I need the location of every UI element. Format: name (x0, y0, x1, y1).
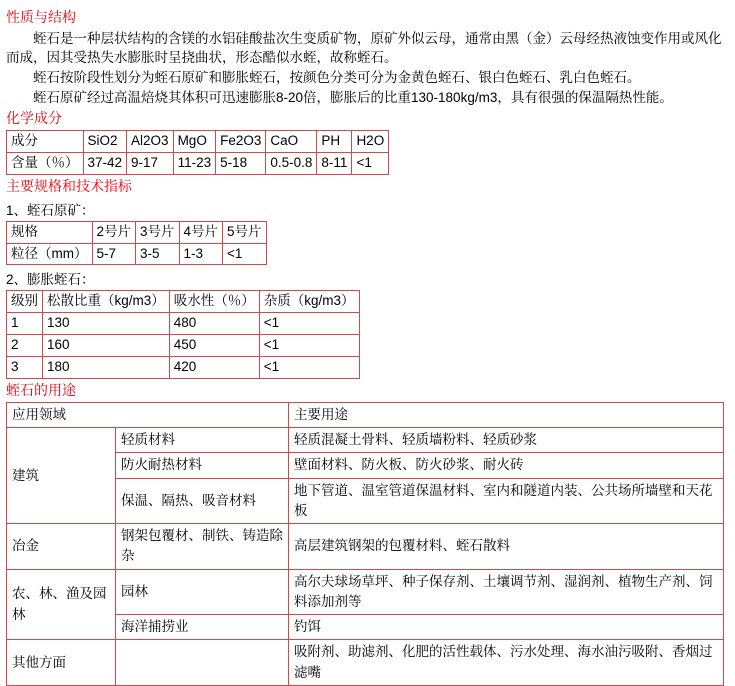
table-row (7, 313, 360, 335)
uses-area-metallurgy: 冶金 (7, 524, 116, 570)
exp-cell-1-2: 450 (169, 335, 259, 357)
table-row (7, 291, 360, 313)
chem-cell-0-1: 37-42 (83, 152, 127, 174)
chem-cell-0-4: 5-18 (216, 152, 266, 174)
uses-use-1-0: 高层建筑钢架的包覆材料、蛭石散料 (289, 524, 724, 570)
table-row (7, 357, 360, 379)
table-row (7, 569, 724, 615)
uses-use-0-0: 轻质混凝土骨料、轻质墙粉料、轻质砂浆 (289, 428, 724, 453)
uses-use-0-1: 壁面材料、防火板、防火砂浆、耐火砖 (289, 453, 724, 478)
uses-area-construction: 建筑 (7, 428, 116, 524)
exp-cell-0-3: <1 (259, 313, 359, 335)
table-row (7, 152, 389, 174)
exp-header-3: 杂质（kg/m3） (259, 291, 359, 313)
uses-use-2-0: 高尔夫球场草坪、种子保存剂、土壤调节剂、湿润剂、植物生产剂、饲料添加剂等 (289, 569, 724, 615)
table-row (7, 428, 724, 453)
ore-header-1: 2号片 (92, 221, 136, 243)
chem-cell-0-3: 11-23 (173, 152, 216, 174)
uses-area-agriculture: 农、林、渔及园林 (7, 569, 116, 640)
ore-cell-0-2: 3-5 (136, 243, 180, 265)
uses-use-2-1: 钓饵 (289, 615, 724, 640)
uses-sub-0-2: 保温、隔热、吸音材料 (116, 478, 289, 524)
chem-cell-0-6: 8-11 (317, 152, 352, 174)
uses-sub-3-0 (116, 640, 289, 686)
uses-sub-2-0: 园林 (116, 569, 289, 615)
ore-cell-0-3: 1-3 (179, 243, 223, 265)
uses-sub-2-1: 海洋捕捞业 (116, 615, 289, 640)
exp-cell-2-2: 420 (169, 357, 259, 379)
uses-header-use: 主要用途 (289, 402, 724, 427)
table-row (7, 335, 360, 357)
chem-header-1: SiO2 (83, 131, 127, 153)
exp-cell-2-3: <1 (259, 357, 359, 379)
exp-cell-0-1: 130 (43, 313, 170, 335)
section-title-chemical: 化学成分 (6, 110, 62, 127)
exp-cell-0-0: 1 (7, 313, 43, 335)
chem-header-2: Al2O3 (127, 131, 174, 153)
chem-header-5: CaO (266, 131, 317, 153)
exp-cell-0-2: 480 (169, 313, 259, 335)
table-row (7, 243, 267, 265)
chemical-composition-table (6, 130, 389, 175)
chem-cell-0-2: 9-17 (127, 152, 174, 174)
spec-label-ore: 1、蛭石原矿： (6, 202, 95, 218)
uses-sub-0-0: 轻质材料 (116, 428, 289, 453)
table-row (7, 131, 389, 153)
section-title-uses: 蛭石的用途 (6, 382, 76, 399)
chem-header-7: H2O (352, 131, 389, 153)
ore-header-3: 4号片 (179, 221, 223, 243)
table-row (7, 221, 267, 243)
exp-header-0: 级别 (7, 291, 43, 313)
ore-table-wrapper (6, 221, 727, 266)
paragraph-1: 蛭石是一种层状结构的含镁的水铝硅酸盐次生变质矿物，原矿外似云母，通常由黑（金）云母经热液蚀变作用或风化而成，因其受热失水膨胀时呈挠曲状，形态酷似水蛭，故称蛭石。 (6, 30, 722, 66)
properties-paragraphs (6, 29, 727, 107)
expanded-vermiculite-table (6, 290, 360, 379)
table-row (7, 640, 724, 686)
uses-use-0-2: 地下管道、温室管道保温材料、室内和隧道内装、公共场所墙壁和天花板 (289, 478, 724, 524)
exp-cell-1-0: 2 (7, 335, 43, 357)
exp-cell-2-1: 180 (43, 357, 170, 379)
chem-cell-0-0: 含量（％） (7, 152, 84, 174)
exp-cell-1-3: <1 (259, 335, 359, 357)
exp-cell-2-0: 3 (7, 357, 43, 379)
table-row (7, 524, 724, 570)
ore-cell-0-1: 5-7 (92, 243, 136, 265)
uses-sub-0-1: 防火耐热材料 (116, 453, 289, 478)
chem-header-3: MgO (173, 131, 216, 153)
uses-sub-1-0: 钢架包覆材、制铁、铸造除杂 (116, 524, 289, 570)
uses-use-3-0: 吸附剂、助滤剂、化肥的活性载体、污水处理、海水油污吸附、香烟过滤嘴 (289, 640, 724, 686)
uses-header-area: 应用领域 (7, 402, 289, 427)
chem-cell-0-7: <1 (352, 152, 389, 174)
exp-header-2: 吸水性（％） (169, 291, 259, 313)
chem-header-0: 成分 (7, 131, 84, 153)
ore-header-2: 3号片 (136, 221, 180, 243)
paragraph-2: 蛭石按阶段性划分为蛭石原矿和膨胀蛭石，按颜色分类可分为金黄色蛭石、银白色蛭石、乳白色蛭石。 (33, 70, 641, 86)
expanded-table-wrapper (6, 290, 727, 379)
uses-table (6, 402, 724, 686)
exp-header-1: 松散比重（kg/m3） (43, 291, 170, 313)
paragraph-3: 蛭石原矿经过高温焙烧其体积可迅速膨胀8-20倍，膨胀后的比重130-180kg/m3，具有很强的保温隔热性能。 (33, 89, 673, 105)
section-title-specifications: 主要规格和技术指标 (6, 177, 132, 194)
chemical-table-wrapper (6, 130, 727, 175)
spec-label-expanded: 2、膨胀蛭石： (6, 272, 95, 288)
ore-cell-0-4: <1 (223, 243, 267, 265)
exp-cell-1-1: 160 (43, 335, 170, 357)
chem-header-4: Fe2O3 (216, 131, 266, 153)
ore-specification-table (6, 221, 267, 266)
uses-area-other: 其他方面 (7, 640, 116, 686)
chem-header-6: PH (317, 131, 352, 153)
ore-header-0: 规格 (7, 221, 93, 243)
ore-header-4: 5号片 (223, 221, 267, 243)
section-title-properties: 性质与结构 (6, 9, 76, 25)
table-row (7, 402, 724, 427)
chem-cell-0-5: 0.5-0.8 (266, 152, 317, 174)
ore-cell-0-0: 粒径（mm） (7, 243, 93, 265)
